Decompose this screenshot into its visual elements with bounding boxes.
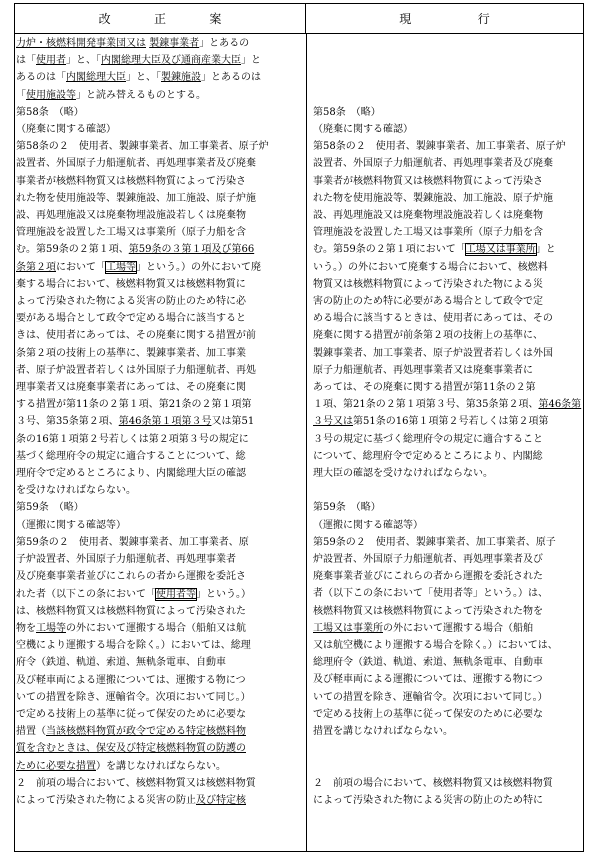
article-59-title: （運搬に関する確認等） <box>313 519 423 531</box>
underlined-text: 使用施設等 <box>26 89 76 101</box>
text-run: 又は第51 <box>211 416 255 428</box>
text-run: む。第59条の２第１項、 <box>16 244 129 256</box>
paragraph-2 <box>313 775 583 809</box>
text-run: 核燃料物質又は核燃料物質によって汚染された物を <box>313 605 543 617</box>
text-line <box>16 259 305 276</box>
article-59-2 <box>313 534 583 740</box>
underlined-text: 工場等 <box>36 622 66 634</box>
text-line <box>313 173 583 190</box>
text-run: ３号の規定に基づく総理府令の規定に適合すること <box>313 433 543 445</box>
text-line <box>16 431 305 448</box>
text-line <box>313 345 583 362</box>
text-run: 炉設置者、外国原子力船運航者、再処理事業者及び <box>313 554 543 566</box>
text-run: において「 <box>56 261 106 273</box>
text-run: 条第２項の技術上の基準に、製錬事業者、加工事業 <box>16 347 246 359</box>
text-run: 理府令で定めるところにより、内閣総理大臣の確認 <box>16 468 246 480</box>
text-line <box>16 654 305 671</box>
text-run: よって汚染された物による災害の防止のため特に必 <box>16 296 246 308</box>
text-line <box>16 482 305 499</box>
text-run: で定める技術上の基準に従って保安のために必要な <box>313 708 543 720</box>
text-run: 廃棄事業者並びにこれらの者から運搬を委託された <box>313 571 543 583</box>
text-run: 府令（鉄道、軌道、索道、無軌条電車、自動車 <box>16 657 226 669</box>
text-run: 及び軽車両による運搬については、運搬する物につ <box>313 674 543 686</box>
article-58: 第58条 （略） <box>313 106 381 118</box>
underlined-text: 内閣総理大臣 <box>66 72 126 84</box>
paragraph-2 <box>16 775 305 809</box>
text-line <box>16 672 305 689</box>
intro-block <box>16 35 305 104</box>
text-line <box>313 293 583 310</box>
text-run: は「 <box>16 55 36 67</box>
text-run: １項、第21条の２第１項第３号、第35条第２項、 <box>313 399 539 411</box>
text-line <box>16 603 305 620</box>
header-char: 改 <box>98 12 111 26</box>
text-run: ）を講じなければならない。 <box>96 760 226 772</box>
header-char: 案 <box>209 12 222 26</box>
article-58: 第58条 （略） <box>16 106 84 118</box>
text-line <box>313 327 583 344</box>
text-run: 第58条の２ 使用者、製錬事業者、加工事業者、原子炉 <box>16 141 269 153</box>
text-line <box>313 603 583 620</box>
text-line <box>16 224 305 241</box>
text-line <box>16 310 305 327</box>
current-column <box>313 35 583 809</box>
text-run: 措置（ <box>16 726 46 738</box>
text-line <box>16 534 305 551</box>
text-run: の外において運搬する場合（船舶又は航 <box>66 622 246 634</box>
article-58-2 <box>16 138 305 499</box>
text-line <box>16 241 305 258</box>
text-line <box>313 310 583 327</box>
text-line <box>313 155 583 172</box>
text-run: は、核燃料物質又は核燃料物質によって汚染された <box>16 605 246 617</box>
text-line <box>313 654 583 671</box>
text-run: 条の16第１項第２号若しくは第２項第３号の規定に <box>16 433 249 445</box>
header-current <box>306 4 583 34</box>
text-run: ２ 前項の場合において、核燃料物質又は核燃料物質 <box>313 777 553 789</box>
underlined-text: 第46条第１項第３号 <box>118 416 212 428</box>
text-run: 設置者、外国原子力船運航者、再処理事業者及び廃棄 <box>16 158 256 170</box>
article-59-title: （運搬に関する確認等） <box>16 519 126 531</box>
article-59: 第59条 （略） <box>313 502 381 514</box>
text-run: れた物を使用施設等、製錬施設、加工施設、原子炉施 <box>313 192 553 204</box>
text-run: 総理府令（鉄道、軌道、索道、無軌条電車、自動車 <box>313 657 543 669</box>
header-amended <box>15 4 306 34</box>
text-run: いての措置を除き、運輸省令。次項において同じ。） <box>16 691 251 703</box>
comparison-table <box>14 3 584 852</box>
text-run: 原子力船運航者、再処理事業者又は廃棄事業者に <box>313 364 533 376</box>
text-run: 設置者、外国原子力船運航者、再処理事業者及び廃棄 <box>313 158 553 170</box>
text-line <box>16 155 305 172</box>
text-line <box>313 706 583 723</box>
text-line <box>313 585 583 602</box>
text-line <box>313 637 583 654</box>
text-run: れた者（以下この条において「 <box>16 588 156 600</box>
text-run: 物質又は核燃料物質によって汚染された物による災 <box>313 278 543 290</box>
text-line <box>16 190 305 207</box>
text-line <box>313 568 583 585</box>
text-line <box>16 620 305 637</box>
text-run: 事業者が核燃料物質又は核燃料物質によって汚染さ <box>313 175 543 187</box>
text-line <box>16 775 305 792</box>
text-line <box>313 534 583 551</box>
text-line <box>313 551 583 568</box>
text-line <box>16 758 305 775</box>
text-line <box>16 465 305 482</box>
header-char: 行 <box>477 12 490 26</box>
underlined-text: ために必要な措置 <box>16 760 96 772</box>
boxed-term: 工場又は事業所 <box>465 244 536 256</box>
text-run: いう。）の外において廃棄する場合において、核燃料 <box>313 261 548 273</box>
text-run: 者（以下この条において「使用者等」という。）は、 <box>313 588 548 600</box>
article-58-title: （廃棄に関する確認） <box>16 124 116 136</box>
text-line <box>16 379 305 396</box>
text-run: 設、再処理施設又は廃棄物埋設施設若しくは廃棄物 <box>313 209 543 221</box>
column-divider <box>306 34 307 852</box>
text-run: める場合に該当するときは、使用者にあっては、その <box>313 313 553 325</box>
text-line <box>313 224 583 241</box>
header-char: 現 <box>399 12 412 26</box>
text-line <box>313 207 583 224</box>
text-line <box>313 413 583 430</box>
text-line <box>16 551 305 568</box>
text-line <box>313 431 583 448</box>
text-line <box>16 413 305 430</box>
text-line <box>313 775 583 792</box>
underlined-text: 第46条第 <box>538 399 582 411</box>
text-line <box>16 138 305 155</box>
underlined-text: 製錬施設 <box>161 72 201 84</box>
text-line <box>16 35 305 52</box>
text-line <box>16 173 305 190</box>
text-run: 「 <box>16 89 26 101</box>
text-run: 空機により運搬する場合を除く。）においては、総理 <box>16 640 251 652</box>
text-line <box>313 241 583 258</box>
text-run: れた物を使用施設等、製錬施設、加工施設、原子炉施 <box>16 192 256 204</box>
text-run: 」とあるの <box>199 38 250 49</box>
text-run: あっては、その廃棄に関する措置が第11条の２第 <box>313 382 536 393</box>
text-run: 」という。） <box>196 588 251 600</box>
text-run: 」という。）の外において廃 <box>136 261 261 273</box>
text-line <box>16 207 305 224</box>
text-run: 子炉設置者、外国原子力船運航者、再処理事業者 <box>16 554 236 566</box>
underlined-text: 第59条の３第１項及び第66 <box>128 244 255 256</box>
article-59: 第59条 （略） <box>16 502 84 514</box>
text-line <box>313 723 583 740</box>
text-line <box>16 723 305 740</box>
text-run: ２ 前項の場合において、核燃料物質又は核燃料物質 <box>16 777 256 789</box>
text-line <box>313 362 583 379</box>
text-line <box>16 637 305 654</box>
text-run: 措置を講じなければならない。 <box>313 726 453 738</box>
text-line <box>313 689 583 706</box>
text-run: ３号、第35条第２項、 <box>16 416 119 428</box>
text-line <box>313 259 583 276</box>
text-run: 害の防止のため特に必要がある場合として政令で定 <box>313 295 543 307</box>
text-run: あるのは「 <box>16 72 66 84</box>
text-run: 又は航空機により運搬する場合を除く。）においては、 <box>313 640 558 652</box>
text-line <box>313 448 583 465</box>
text-run: 廃棄に関する措置が前条第２項の技術上の基準に、 <box>313 330 543 342</box>
text-run: 者、原子炉設置者若しくは外国原子力船運航者、再処 <box>16 364 256 376</box>
underlined-text: 条第２項 <box>16 261 56 273</box>
boxed-term: 工場等 <box>106 261 136 273</box>
text-run: 第59条の２ 使用者、製錬事業者、加工事業者、原子 <box>313 536 556 548</box>
article-59-2 <box>16 534 305 775</box>
text-run: 及び軽車両による運搬については、運搬する物につ <box>16 674 246 686</box>
text-run: 」と <box>535 244 556 256</box>
boxed-term: 使用者等 <box>156 588 196 600</box>
underlined-text: 工場又は事業所 <box>313 622 383 634</box>
text-line <box>313 379 583 396</box>
text-run: 及び廃棄事業者並びにこれらの者から運搬を委託さ <box>16 571 246 583</box>
text-line <box>313 138 583 155</box>
text-line <box>16 689 305 706</box>
text-line <box>16 586 305 603</box>
text-line <box>16 327 305 344</box>
text-run: 棄する場合において、核燃料物質又は核燃料物質に <box>16 278 246 290</box>
text-run: 設、再処理施設又は廃棄物埋設施設若しくは廃棄物 <box>16 210 246 222</box>
text-line <box>313 190 583 207</box>
text-run: 第59条の２ 使用者、製錬事業者、加工事業者、原 <box>16 536 249 548</box>
text-run: 第58条の２ 使用者、製錬事業者、加工事業者、原子炉 <box>313 141 566 153</box>
text-run: を受けなければならない。 <box>16 485 136 497</box>
underlined-text: ３号又は <box>313 416 353 428</box>
text-run: 理大臣の確認を受けなければならない。 <box>313 468 493 480</box>
text-run: 管理施設を設置した工場又は事業所（原子力船を含 <box>16 227 246 239</box>
text-run: きは、使用者にあっては、その廃棄に関する措置が前 <box>16 330 256 342</box>
article-58-title: （廃棄に関する確認） <box>313 123 413 135</box>
text-run: 」と <box>241 55 261 67</box>
text-run: 物を <box>16 622 36 634</box>
text-run: 」とあるのは <box>201 72 261 84</box>
text-line <box>16 345 305 362</box>
text-run: 理事業者又は廃棄事業者にあっては、その廃棄に関 <box>16 382 246 394</box>
text-line <box>16 276 305 293</box>
text-run: によって汚染された物による災害の防止 <box>16 794 196 806</box>
underlined-text: 製錬事業者 <box>149 38 200 49</box>
text-line <box>313 465 583 482</box>
amended-column <box>16 35 305 809</box>
text-line <box>16 69 305 86</box>
text-run: む。第59条の２第１項において「 <box>313 244 466 256</box>
text-line <box>313 396 583 413</box>
text-run: 」と、「 <box>66 55 101 67</box>
text-line <box>16 706 305 723</box>
text-run: 管理施設を設置した工場又は事業所（原子力船を含 <box>313 227 543 239</box>
text-line <box>16 448 305 465</box>
text-run: 製錬事業者、加工事業者、原子炉設置者若しくは外国 <box>313 347 553 359</box>
text-run: 基づく総理府令の規定に適合することについて、総 <box>16 450 246 462</box>
text-run: の外において運搬する場合（船舶 <box>383 622 533 634</box>
text-line <box>313 620 583 637</box>
text-line <box>16 740 305 757</box>
underlined-text: 及び特定核 <box>196 794 246 806</box>
text-run: いての措置を除き、運輸省令。次項において同じ。） <box>313 691 548 703</box>
text-run: 要がある場合として政令で定める場合に該当すると <box>16 313 246 325</box>
text-run: 」と、「 <box>126 72 161 84</box>
text-run: 」と読み替えるものとする。 <box>76 89 206 101</box>
article-58-2 <box>313 138 583 482</box>
underlined-text: 内閣総理大臣及び通商産業大臣 <box>101 55 241 67</box>
underlined-text: 質を含むときは、保安及び特定核燃料物質の防護の <box>16 743 246 755</box>
text-line <box>313 671 583 688</box>
text-run: について、総理府令で定めるところにより、内閣総 <box>313 450 543 462</box>
underlined-text: 使用者 <box>36 55 66 67</box>
text-run: で定める技術上の基準に従って保安のために必要な <box>16 708 246 720</box>
text-run: 事業者が核燃料物質又は核燃料物質によって汚染さ <box>16 175 246 187</box>
text-run: する措置が第11条の２第１項、第21条の２第１項第 <box>16 399 252 411</box>
text-line <box>313 792 583 809</box>
text-line <box>16 362 305 379</box>
text-line <box>16 568 305 585</box>
text-run: 第51条の16第１項第２号若しくは第２項第 <box>353 416 549 428</box>
text-line <box>16 396 305 413</box>
text-line <box>16 52 305 69</box>
text-line <box>313 276 583 293</box>
underlined-text: 当該核燃料物質が政令で定める特定核燃料物 <box>46 726 246 738</box>
text-line <box>16 293 305 310</box>
text-line <box>16 87 305 104</box>
text-line <box>16 792 305 809</box>
header-char: 正 <box>153 12 166 26</box>
underlined-text: 力炉・核燃料開発事業団又は <box>16 38 146 49</box>
text-run: によって汚染された物による災害の防止のため特に <box>313 794 543 806</box>
